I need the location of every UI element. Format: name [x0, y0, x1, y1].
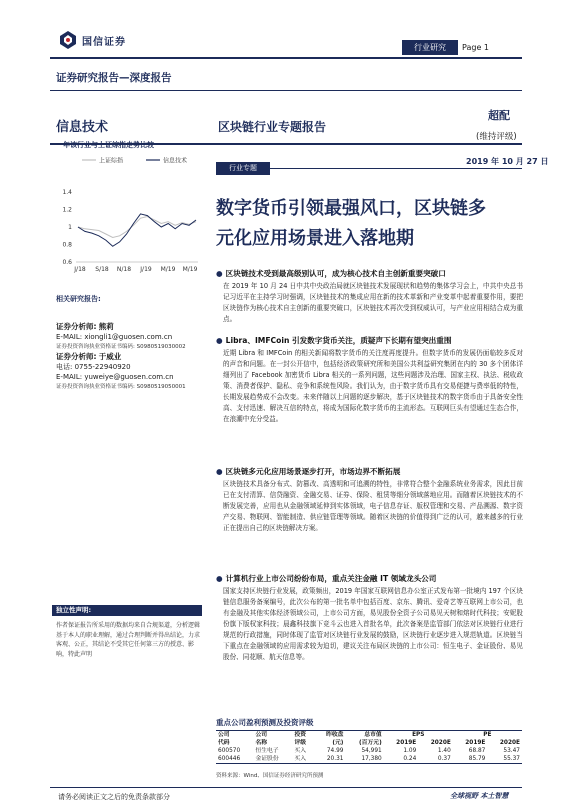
table-header-cell: 代码: [218, 740, 230, 746]
x-tick-label: M/19: [182, 266, 198, 273]
table-header-cell: 2020E: [430, 740, 451, 746]
table-header-cell: 公司: [216, 731, 253, 740]
topic-tag: 行业专题: [216, 162, 270, 175]
table-header-cell: 评级: [294, 740, 307, 746]
table-cell: 53.47: [503, 748, 520, 754]
disclaimer-text: 作者保证报告所采用的数据均来自合规渠道，分析逻辑基于本人的职业理解，通过合理判断并得出结论，力求客观、公正，其结论不受其它任何第三方的授意、影响，特此声明: [56, 622, 201, 658]
analyst-2: [56, 352, 186, 392]
divider: [50, 90, 522, 91]
table-header-cell: 总市值: [345, 731, 383, 740]
section-heading: ● 计算机行业上市公司纷纷布局，重点关注金融 IT 领域龙头公司: [216, 573, 436, 584]
table-header-cell: EPS: [384, 731, 453, 740]
footer-slogan: 全球视野 本土智慧: [450, 792, 509, 800]
headline: [216, 194, 522, 254]
header-category-tag: 行业研究: [402, 40, 458, 55]
analyst-phone: 电话: 0755-22940920: [56, 363, 131, 371]
table-source: 资料来源：Wind、国信证券经济研究所预测: [216, 773, 324, 779]
table-cell: 68.87: [468, 748, 486, 754]
table-cell: 买入: [292, 755, 314, 764]
analyst-1: [56, 322, 186, 352]
table-cell: 20.31: [315, 755, 346, 764]
table-header-cell: 2020E: [499, 740, 520, 746]
x-tick-label: N/18: [116, 266, 132, 273]
table-row: [216, 755, 522, 764]
table-header-cell: PE: [453, 731, 522, 740]
investment-rating: 超配: [488, 109, 510, 122]
disclaimer-heading: 独立性声明:: [52, 605, 202, 616]
index-comparison-chart: [52, 150, 204, 280]
table-cell: 金证股份: [253, 755, 292, 764]
table-cell: 恒生电子: [255, 748, 279, 754]
legend-label: 上证综指: [99, 157, 124, 165]
footer-disclaimer-note: 请务必阅读正文之后的免责条款部分: [58, 793, 170, 801]
table-cell: 55.37: [487, 755, 522, 764]
company-logo-text: 国信证券: [82, 37, 126, 48]
report-type: 证券研究报告—深度报告: [56, 72, 172, 84]
table-header-cell: (元): [332, 740, 344, 746]
analyst-cert: 证券投资咨询执业资格证书编码: S0980519030002: [56, 344, 186, 350]
table-cell: 85.79: [453, 755, 488, 764]
legend-label: 信息技术: [163, 157, 188, 165]
analyst-name: 于威业: [98, 352, 122, 361]
analyst-cert: 证券投资咨询执业资格证书编码: S0980519050001: [56, 384, 186, 390]
chart-title: 一年该行业与上证综指走势比较: [56, 141, 154, 149]
section-body: 近期 Libra 和 IMFCoin 的相关新闻将数字货币的关注度再度提升。但数字货币的发展仍面临较多反对的声音和问题。在一封公开信中，包括经济政策研究所和美国公共利益研究集团在内的 30 多个团体详细列出了 Facebook 加密货币 Libra 相关的一系列问题，这些问题涉及治理、国家主权、执法、税收政策、消费者保护、隐私、竞争和系统性风险。我们认为，由于数字货币具有交易便捷与费率低的特性，长期发展趋势成不会改变。未来伴随以上问题的逐步解决，基于区块链技术的数字货币由于具备安全性高、支付迅速、解决互信的特点，将成为国际化数字货币的主流形态。互联网巨头有望通过生态合作，在浪潮中充分受益。: [223, 349, 523, 423]
table-subheader-row: [216, 739, 522, 747]
section-body: 在 2019 年 10 月 24 日中共中央政治局就区块链技术发展现状和趋势的集体学习会上，中共中央总书记习近平在主持学习时强调，区块链技术的集成应用在新的技术革新和产业变革中起着重要作用，要把区块链作为核心技术自主创新的重要突破口，区块链技术再次受到权威认可，与产业应用相结合成为重点。: [223, 282, 523, 323]
table-cell: 17,380: [345, 755, 383, 764]
x-tick-label: J/18: [74, 266, 86, 273]
x-tick-label: J/19: [140, 266, 152, 273]
section-body: 国家支持区块链行业发展，政策频出，2019 年国家互联网信息办公室正式发布第一批境内 197 个区块链信息服务备案编号，此次公布的第一批名单中包括百度、京东、腾讯、爱奇艺等互联网上市公司，也有金融及其他实体经济领域公司，上市公司方面，易见股份全资子公司易见天树和熔时代科技；安妮股份旗下版权家科技；晨鑫科技旗下竞斗云也进入首批名单，此次备案是监管部门依法对区块链行业进行规范的行政措施，同时体现了监管对区块链行业发展的鼓励，区块链行业逐步进入规范轨道。区块链当下重点在金融领域的应用需求较为迫切，建议关注布局区块链的上市公司：恒生电子、金证股份、易见股份、同花顺、航天信息等。: [223, 587, 523, 661]
table-cell: 买入: [294, 748, 307, 754]
table-cell: 0.37: [418, 755, 453, 764]
table-header-cell: 2019E: [465, 740, 486, 746]
table-header-cell: 公司: [253, 731, 292, 740]
analyst-role: 证券分析师:: [56, 322, 97, 331]
table-row: [216, 747, 522, 755]
header-rule: [50, 57, 522, 59]
headline-line-1: 数字货币引领最强风口，区块链多: [216, 198, 486, 219]
table-header-cell: 名称: [255, 740, 268, 746]
analyst-role: 证券分析师:: [56, 352, 97, 361]
table-cell: 600570: [218, 748, 241, 754]
report-title: 区块链行业专题报告: [218, 120, 327, 134]
table-cell: 1.40: [437, 748, 451, 754]
section-heading: ● Libra、IMFCoin 引发数字货币关注，质疑声下长期有望突出重围: [216, 335, 451, 346]
section-heading: ● 区块链技术受到最高级别认可，成为核心技术自主创新重要突破口: [216, 268, 446, 279]
y-tick-label: 1.2: [62, 206, 72, 214]
table-header-row: [216, 731, 522, 740]
analyst-email: E-MAIL: xiongli1@guosen.com.cn: [56, 333, 173, 341]
table-cell: 600446: [216, 755, 253, 764]
headline-line-2: 元化应用场景进入落地期: [216, 228, 414, 249]
section-heading: ● 区块链多元化应用场景逐步打开，市场边界不断拓展: [216, 466, 400, 477]
related-research-label: 相关研究报告:: [56, 295, 101, 303]
x-tick-label: M/19: [160, 266, 176, 273]
table-cell: 54,991: [361, 748, 382, 754]
y-tick-label: 1: [68, 224, 72, 231]
table-cell: 74.99: [326, 748, 344, 754]
table-title: 重点公司盈利预测及投资评级: [216, 718, 314, 727]
analyst-email: E-MAIL: yuweiye@guosen.com.cn: [56, 373, 174, 381]
earnings-forecast-table: [216, 730, 522, 764]
table-header-cell: 昨收盘: [315, 731, 346, 740]
guosen-logo-icon: [58, 30, 78, 50]
y-tick-label: 0.6: [62, 259, 72, 266]
y-tick-label: 0.8: [62, 241, 72, 249]
page-number: Page 1: [462, 43, 489, 52]
section-body: 区块链技术具备分布式、防篡改、高透明和可追溯的特性，非常符合整个金融系统业务需求，因此目前已在支付清算、信贷融资、金融交易、证券、保险、租赁等细分领域落地应用。而随着区块链技术的不断发展完善，应用也从金融领域延伸到实体领域，电子信息存证、版权管理和交易、产品溯源、数字资产交易、物联网、智能制造、供应链管理等领域。随着区块链的价值得到广泛的认可，越来越多的行业正在提出自己的区块链解决方案。: [223, 480, 523, 532]
table-header-cell: 2019E: [396, 740, 417, 746]
y-tick-label: 1.4: [62, 189, 72, 196]
rating-note: (维持评级): [476, 132, 517, 142]
sector-name: 信息技术: [56, 120, 109, 135]
analyst-name: 熊莉: [98, 322, 114, 331]
x-tick-label: S/18: [95, 266, 109, 273]
table-header-cell: (百万元): [359, 740, 382, 746]
table-cell: 1.09: [403, 748, 417, 754]
report-date: 2019 年 10 月 27 日: [466, 157, 549, 166]
table-cell: 0.24: [384, 755, 419, 764]
table-header-cell: 投资: [292, 731, 314, 740]
footer-rule: [50, 787, 522, 788]
